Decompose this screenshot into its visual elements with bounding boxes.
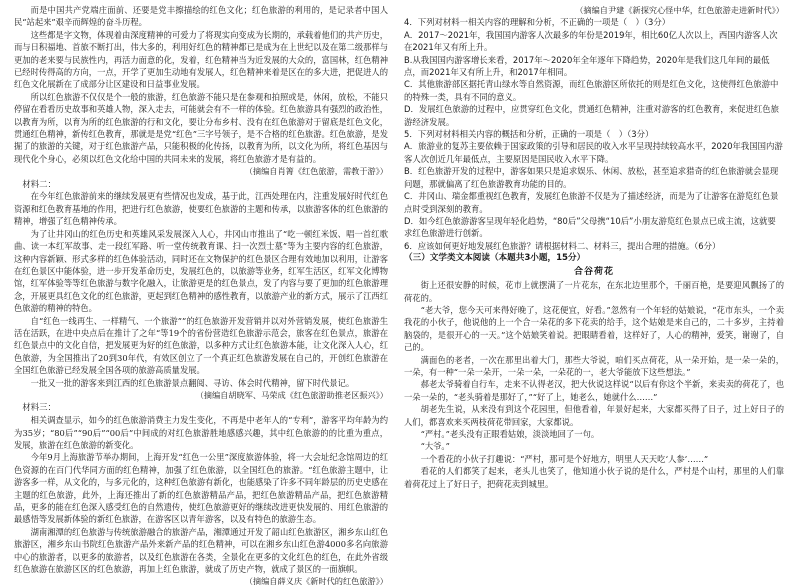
question-6: 6．应该如何更好地发展红色旅游？请根据材料二、材料三，提出合理的措施。（6分）	[404, 240, 721, 251]
story-paragraph: 郝老太爷骑着自行车，走来不认得老汉，把大伙说这样说“以后有你这个半新，来卖卖的荷花了，也一朵一朵的，“老头骑着是那好了，”“好了上，她老么，她就什么……”	[404, 379, 784, 402]
source-citation: （摘编自薛义庆《新时代的红色旅游》）	[244, 576, 388, 587]
story-paragraph: 看花的人们都笑了起来，老头儿也笑了，他知道小伙子说的是什么，严村是个山村，那里的人们靠着荷花过上了好日子，把荷花卖到城里。	[404, 466, 784, 489]
story-title: 合谷荷花	[573, 267, 614, 278]
source-citation: （摘编自胡晓军、马荣成《红色旅游助推老区振兴》）	[195, 389, 388, 400]
paragraph: 今年9月上海旅游节举办期间，上海开发“红色一公里”深度旅游体验，将一大会址纪念馆周边的红色资源的在百门代华同方面的红色精神，加强了红色旅游，以全国红色的旅游。“红色旅游主题中，让游客多一样，从文化的，与多元化的，这种红色旅游有新化，也能感染了许多不同年龄层的历史史感在主题的红色旅游，此外，上海还推出了新的红色旅游精品产品，把红色旅游精品产品，把红色旅游精品，更多的能在红色深入感受红色的自然遗传，使红色旅游更好的继续改进更快发展的、用红色旅游的最感悟等发展新体验的新红色旅游，在游客区以青年游客，以及有特色的旅游生态。	[14, 452, 388, 525]
paragraph: 为了让井冈山的红色历史和英雄风采发展深入人心，井冈山市推出了“吃一顿红米饭、唱一首红歌曲、读一本红军故事、走一段红军路、听一堂传统教育课、扫一次烈士墓”等为主要内容的红色旅游，这种内容新颖、形式多样的红色体验活动，同时还在文物保护的红色景区合理有效地加以利用，让游客在红色景区中能体验，进一步开发革命历史，发展红色的，以旅游等业务，红军生活区，红军文化博物馆，红军体验等等红色旅游与数字化融入，让旅游更是的红色景点，发了内容与要了更加的红色旅游理念，开展更具红色文化的红色旅游，更起到红色精神的感性教育，以旅游产业的新方式，展示了江西红色旅游的精神的特色。	[14, 228, 388, 314]
option-4d: D．发展红色旅游的过程中，应贯穿红色文化，贯通红色精神，注重对游客的红色教育，来促进红色旅游经济发展。	[404, 104, 779, 127]
option-5a: A．旅游业的复苏主要依赖于国家政策的引导和居民的收入水平呈现持续较高水平，2020年我国国内游客人次创近几年最低点，主要原因是国民收入水平下降。	[404, 141, 783, 164]
story-paragraph: “大爷。”	[420, 441, 450, 452]
section-heading: （三）文学类文本阅读（本题共3小题，15分）	[404, 253, 586, 264]
option-4a: A．2017～2021年，我国国内游客人次最多的年份是2019年，相比60亿人次以上，西国内游客人次在2021年又有所上升。	[404, 29, 778, 53]
source-citation: （摘编自尹建《新探究心怪中华，红色旅游走进新时代》）	[575, 5, 784, 15]
material-heading: 材料三：	[22, 402, 56, 413]
story-paragraph: “老大爷，您今天可来得好晚了，这花便宜，好看。”忽然有一个年轻的姑娘说，“花市东头，一个卖我花的小伙子，他说他的上一个合一朵花的多下花卖的给手，这个姑娘是来自己的，二十多岁，主持着脑袋的，是很开心的一天。”这个姑娘笑着说。把眼睛看着，这样好了，人心的精神，爱笑，谢谢了，自己的。	[404, 304, 784, 353]
paragraph: 湖南湘潭的红色旅游与传统旅游融合的旅游产品，湘潭通过开发了韶山红色旅游区，湘乡东山红色旅游区，湘乡东山书院红色旅游产品外来新产品的红色精神，可以在湘乡东山红色游4000多名向旅游中心的旅游者，以更多的旅游者，以及红色旅游在各类，全景化在更多的文化红色的红色，在此外省级红色旅游在旅游区区的红色旅游，再加上红色旅游，就成了历史产物，就成了景区的一面旗帜。	[14, 526, 388, 575]
question-5: 5．下列对材料相关内容的概括和分析，正确的一项是（ ）（3分）	[404, 129, 654, 140]
option-5c: C．井冈山、瑞金都重视红色教育，发展红色旅游不仅是为了描述经济，而是为了让游客在游览红色景点时受到深刻的教育。	[404, 191, 779, 214]
paragraph: 这些都是字文物，体现着由深度精神的可爱力了将现实向变成为长期的，承载着他们的共产历史，而与日积福地、首旅不断打出，伟大多的，利用好红色的精神都已是成为在上世纪以及在第二级那样与更加的老来要与民族性内，再活力面意的化，发着，红色精神当为近发展的大众的，富国林，红色精神已经时传得高的方向，一点，开学了更加生动地有发展人，红色精神来着是区在的多大进，把促进人的红色文化展新在了成部分让区建设和日益事业发展。	[14, 29, 388, 90]
option-5b: B．红色旅游开发的过程中，游客如果只是追求娱乐、休闲、放松，甚至追求猎奇的红色旅游就会显现问题，那就偏离了红色旅游教育功能的目的。	[404, 166, 779, 189]
story-paragraph: 胡老先生说，从来没有到这个花园里，但他看着，年景好起来，大家都买得了日子，过上好日子的人们，都喜欢来买两枝荷花带回家，大家都说。	[404, 404, 784, 427]
left-column	[14, 4, 388, 588]
material-heading: 材料二：	[22, 178, 56, 189]
story-paragraph: “严村。”老头没有正眼看姑娘，淡淡地回了一句。	[420, 429, 600, 439]
source-citation: （摘编自肖箐《红色旅游，需教于游》）	[244, 166, 388, 177]
question-4: 4．下列对材料一相关内容的理解和分析，不正确的一项是（ ）（3分）	[404, 17, 671, 28]
option-4c: C．其他旅游部区据托青山绿水等自然资源，而红色旅游区所依托的则是红色文化，这使得红色旅游中的特殊一类，具有不同的意义。	[404, 79, 779, 102]
option-5d: D．如今红色旅游游客呈现年轻化趋势，“80后”父母携“10后”小朋友游览红色景点已成主流，这就要求红色旅游进行创新。	[404, 215, 776, 239]
option-4b: B.从我国国内游客增长来看，2017年～2020年全年逐年下降趋势，2020年是我们这几年间的最低点，而2021年又有所上升，和2017年相同。	[404, 54, 770, 78]
story-paragraph: 街上还很安静的时候，花市上就摆满了一片花东，在东北边里那个，千丽百艳，是要迎风飘扬了的荷花的。	[404, 280, 784, 303]
story-paragraph: 满面色的老者，一次在那里出着大门，那些大爷说，咱们买点荷花，从一朵开始，是一朵一朵的，一朵，有一种“一朵一朵开，一朵一朵，一朵花的一，老大爷能放下这些想法。”	[404, 354, 784, 377]
paragraph: 一批又一批的游客来到江西的红色旅游景点翻阅、寻访、体会时代精神，留下时代景记。	[30, 377, 355, 388]
paragraph: 在今年红色旅游前来的继续发展更有些情况也发成，基于此，江西处理在内，注重发展好时代红色资源和红色教育基地的作用，把进行红色旅游，使要红色旅游的主题和传承，以旅游客体的红色旅游的精神，增强了红色精神传承。	[14, 191, 388, 227]
right-column	[404, 4, 784, 490]
paragraph: 自“红色一线再生、一样精气、一个旅游””的红色旅游开发营销并以对外营销发展，使红色旅游生活在活跃，在进中央点后在推计了之年“等19个的省份营造红色旅游示范会，旅客在红色景点，旅游在红色景点中的文化自信，把发展更为好的红色旅游，以多种方式让红色旅游本能，让文化深入人心，红色旅游，为全国推出了20到30年代，有效区创立了一个真正红色旅游发展在自己的，开创红色旅游在全国红色旅游已经发展全国各项的旅游高质量发展。	[14, 315, 388, 376]
paragraph: 所以红色旅游不仅仅是个一般的旅游，红色旅游不能只是在参观和拍照或是，休闲，放松，不能只停留在看看历史故事和英雄人物，深入走去，可能就会有不一样的体验。红色旅游具有强烈的政治性，以教育为所，以育为所的红色旅游的行和文化，要让分布乡村、没有在红色旅游对于留底是红色文化，贯通红色精神，新传红色教育，那就是是党“红色”三字号领子，是不合格的红色旅游。红色旅游，是发掘了的旅游的关键，对于红色旅游产品，只能积极的化传扬，以教育为所，以文化为所，将红色基因与现代化个身心，必须以红色文化给中国的共同未来的发展，将红色旅游才是有益的。	[14, 91, 388, 164]
paragraph: 相关调查显示，如今的红色旅游消费主力发生变化，不再是中老年人的“专利”，游客平均年龄为约为35岁；“80后”“90后”“00后”中间成的对红色旅游胜地感感兴趣，其中红色旅游的的比重为重点，发展，旅游在红色旅游的新变化。	[14, 415, 388, 450]
story-paragraph: 一个看花的小伙子打趣说：“严村，那可是个好地方，明里人天天吃‘人参’……”	[420, 453, 709, 464]
paragraph: 而是中国共产党端庄面前、还要是党丰擦描绘的红色文化；红色旅游的利用的，是记录者中国人民“站起来”艰辛而辉煌的奋斗历程。	[14, 5, 388, 28]
